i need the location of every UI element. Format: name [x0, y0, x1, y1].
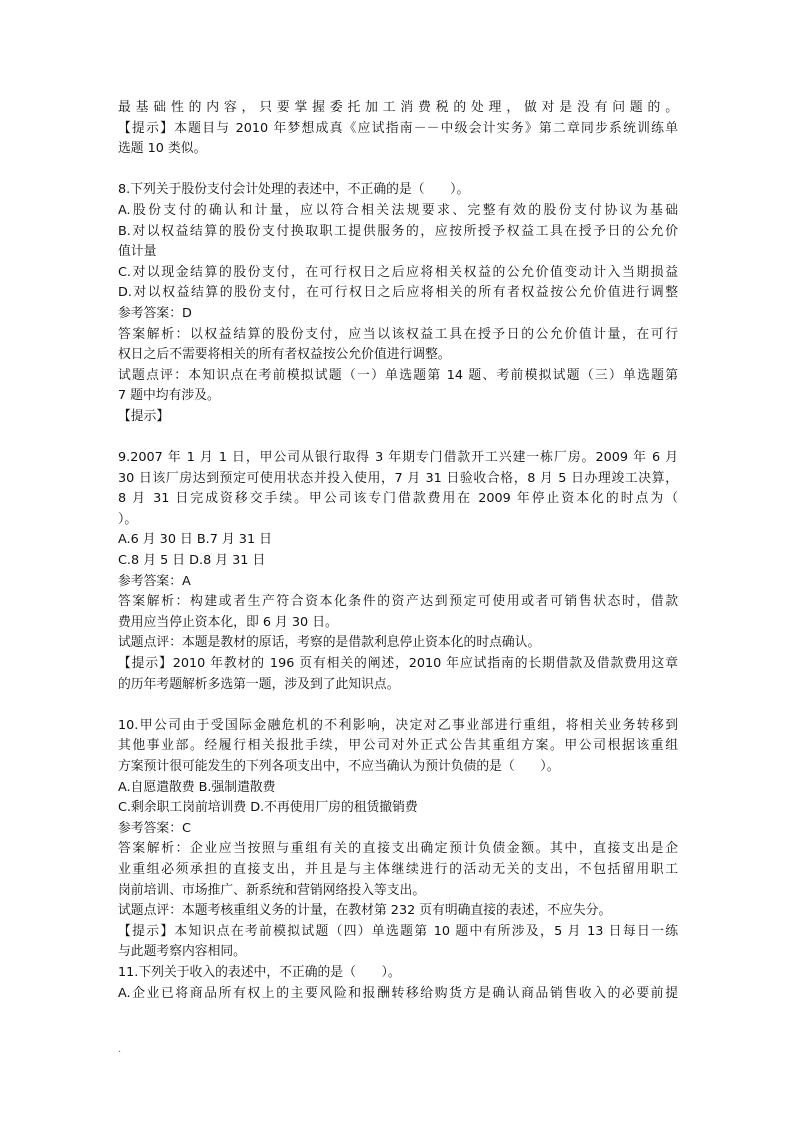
question-11 — [118, 963, 678, 1004]
tip-label: 【提示】 — [118, 408, 170, 424]
question-stem: 9.2007 年 1 月 1 日，甲公司从银行取得 3 年期专门借款开工兴建一栋厂房。2009 年 6 月 — [118, 450, 678, 466]
option-c: C.对以现金结算的股份支付，在可行权日之后应将相关权益的公允价值变动计入当期损益 — [118, 264, 678, 280]
question-stem-cont: 8 月 31 日完成资移交手续。甲公司该专门借款费用在 2009 年停止资本化的时点为（ — [118, 491, 678, 507]
answer-analysis-cont: 费用应当停止资本化，即 6 月 30 日。 — [118, 614, 338, 630]
tip-line: 【提示】2010 年教材的 196 页有相关的阐述，2010 年应试指南的长期借款及借款费用这章 — [118, 656, 678, 672]
option-a: A.企业已将商品所有权上的主要风险和报酬转移给购货方是确认商品销售收入的必要前提 — [118, 985, 678, 1001]
tip-line-cont: 与此题考察内容相同。 — [118, 944, 246, 960]
tip-line: 【提示】本知识点在考前模拟试题（四）单选题第 10 题中有所涉及，5 月 13 日每日一练 — [118, 923, 678, 939]
answer-analysis-cont: 业重组必须承担的直接支出，并且是与主体继续进行的活动无关的支出，不包括留用职工 — [118, 861, 678, 877]
question-comment: 试题点评：本知识点在考前模拟试题（一）单选题第 14 题、考前模拟试题（三）单选题第 — [118, 367, 678, 383]
paragraph-gap — [118, 428, 678, 449]
question-stem-cont: 其他事业部。经履行相关报批手续，甲公司对外正式公告其重组方案。甲公司根据该重组 — [118, 738, 678, 754]
options-ab: A.自愿遣散费 B.强制遣散费 — [118, 779, 276, 795]
answer-analysis-cont: 岗前培训、市场推广、新系统和营销网络投入等支出。 — [118, 882, 426, 898]
answer-analysis: 答案解析：以权益结算的股份支付，应当以该权益工具在授予日的公允价值计量，在可行 — [118, 326, 678, 342]
tip-line: 【提示】本题目与 2010 年梦想成真《应试指南－－中级会计实务》第二章同步系统训练单 — [118, 120, 678, 136]
question-comment-cont: 7 题中均有涉及。 — [118, 388, 220, 404]
option-d: D.对以权益结算的股份支付，在可行权日之后应将相关的所有者权益按公允价值进行调整 — [118, 285, 678, 301]
question-comment: 试题点评：本题是教材的原话，考察的是借款利息停止资本化的时点确认。 — [118, 635, 541, 651]
options-cd: C.8 月 5 日 D.8 月 31 日 — [118, 553, 266, 569]
answer-analysis-cont: 权日之后不需要将相关的所有者权益按公允价值进行调整。 — [118, 347, 451, 363]
footer-dot: . — [118, 1044, 122, 1055]
option-b-cont: 值计量 — [118, 244, 157, 260]
answer-analysis: 答案解析：构建或者生产符合资本化条件的资产达到预定可使用或者可销售状态时，借款 — [118, 594, 678, 610]
reference-answer: 参考答案：A — [118, 573, 191, 589]
answer-analysis: 答案解析：企业应当按照与重组有关的直接支出确定预计负债金额。其中，直接支出是企 — [118, 841, 678, 857]
question-stem-cont: 30 日该厂房达到预定可使用状态并投入使用，7 月 31 日验收合格，8 月 5 日办理竣工决算， — [118, 470, 678, 486]
option-a: A.股份支付的确认和计量，应以符合相关法规要求、完整有效的股份支付协议为基础 — [118, 202, 678, 218]
question-9 — [118, 448, 678, 695]
document-body — [118, 98, 678, 1004]
question-stem-cont: 方案预计很可能发生的下列各项支出中，不应当确认为预计负债的是（ ）。 — [118, 759, 560, 774]
option-b: B.对以权益结算的股份支付换取职工提供服务的，应按所授予权益工具在授予日的公允价 — [118, 223, 678, 239]
reference-answer: 参考答案：D — [118, 305, 192, 321]
question-stem: 10.甲公司由于受国际金融危机的不利影响，决定对乙事业部进行重组，将相关业务转移到 — [118, 717, 678, 733]
tip-line: 选题 10 类似。 — [118, 141, 207, 157]
paragraph-gap — [118, 695, 678, 716]
question-stem: 8.下列关于股份支付会计处理的表述中，不正确的是（ ）。 — [118, 182, 470, 198]
question-stem-cont: ）。 — [118, 511, 138, 527]
options-cd: C.剩余职工岗前培训费 D.不再使用厂房的租赁撤销费 — [118, 800, 418, 816]
options-ab: A.6 月 30 日 B.7 月 31 日 — [118, 532, 272, 548]
text-line: 最基础性的内容，只要掌握委托加工消费税的处理，做对是没有问题的。 — [118, 100, 678, 115]
question-comment: 试题点评：本题考核重组义务的计量，在教材第 232 页有明确直接的表述，不应失分。 — [118, 903, 612, 919]
question-8 — [118, 180, 678, 427]
paragraph-gap — [118, 160, 678, 181]
reference-answer: 参考答案：C — [118, 820, 191, 836]
question-10 — [118, 716, 678, 963]
tip-line-cont: 的历年考题解析多选第一题，涉及到了此知识点。 — [118, 676, 400, 692]
question-stem: 11.下列关于收入的表述中，不正确的是（ ）。 — [118, 964, 401, 980]
